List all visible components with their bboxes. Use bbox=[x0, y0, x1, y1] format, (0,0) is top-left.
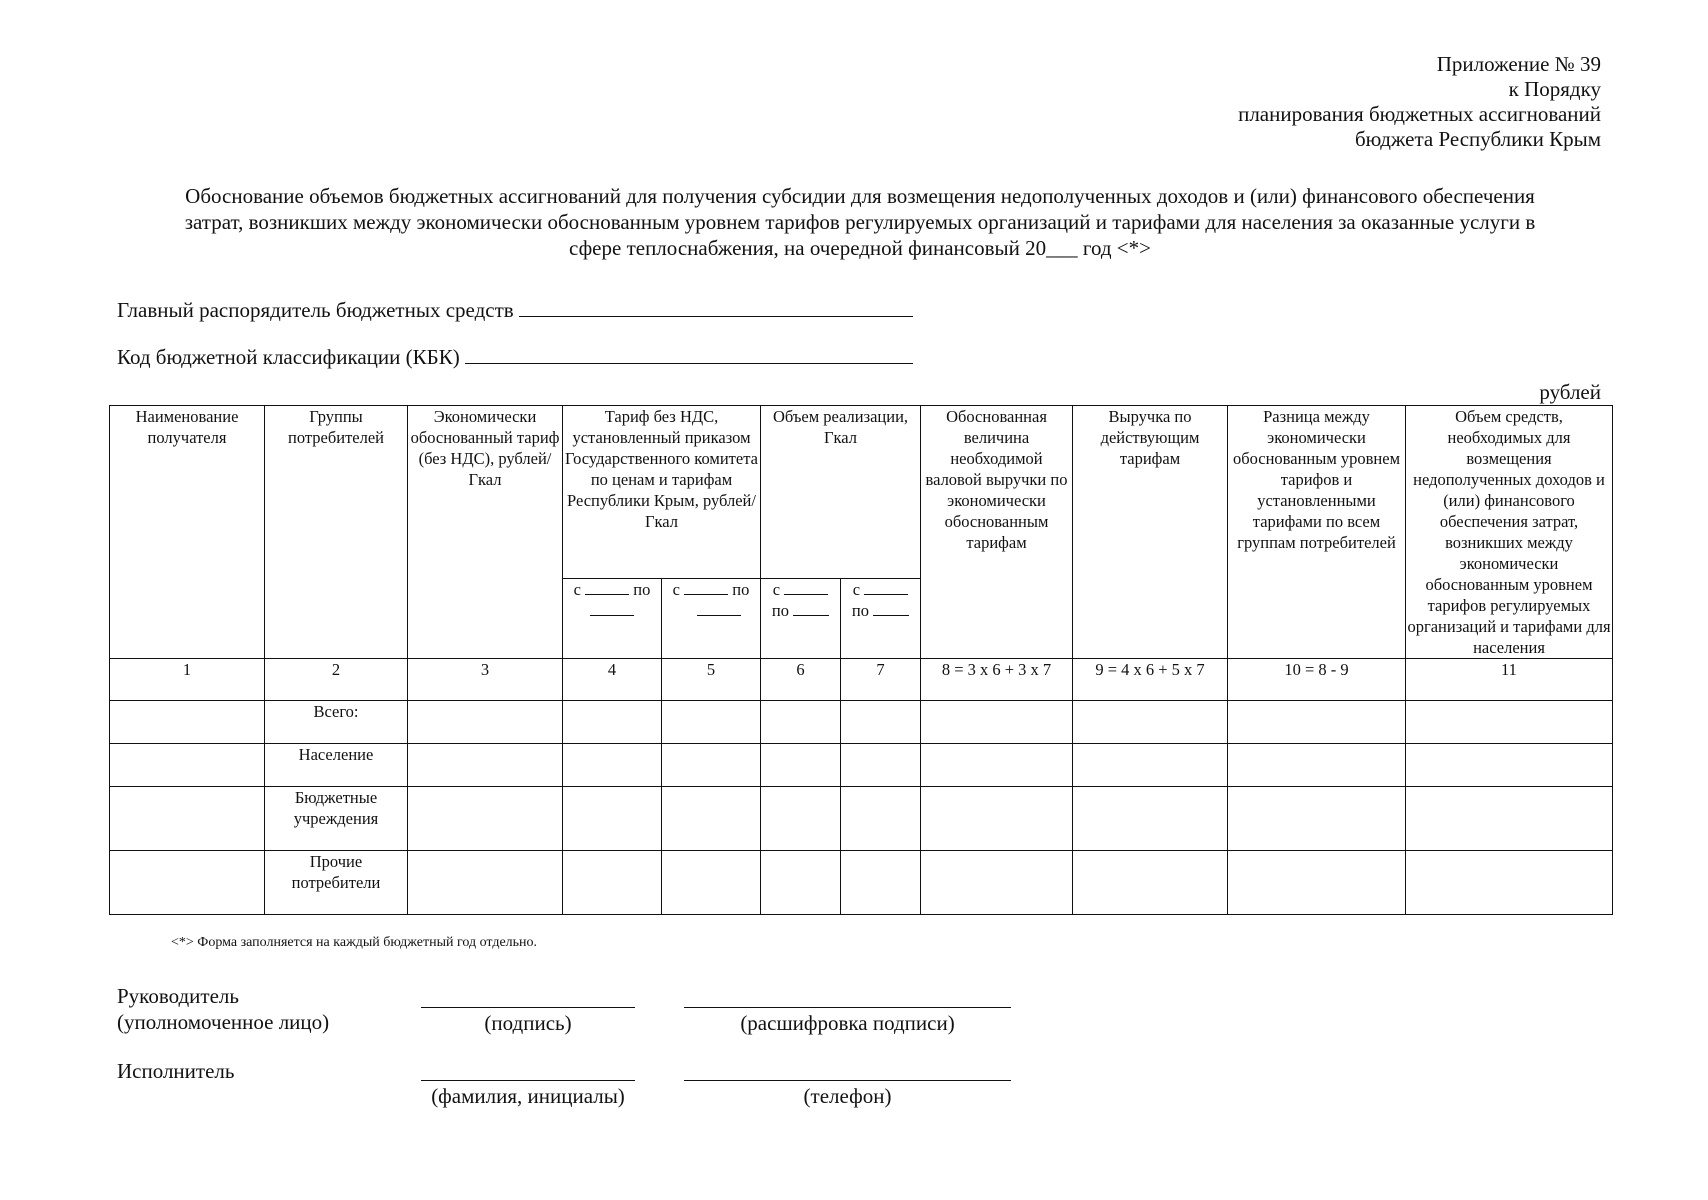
table-row-population bbox=[110, 744, 1613, 787]
decoding-caption: (расшифровка подписи) bbox=[740, 1011, 955, 1035]
table-row-total bbox=[110, 701, 1613, 744]
data-cell[interactable] bbox=[761, 851, 841, 915]
data-cell[interactable] bbox=[841, 787, 921, 851]
phone-line[interactable] bbox=[684, 1080, 1011, 1081]
data-cell[interactable] bbox=[662, 701, 761, 744]
data-cell[interactable] bbox=[563, 787, 662, 851]
main-manager-blank[interactable] bbox=[519, 298, 913, 317]
data-cell[interactable] bbox=[408, 744, 563, 787]
data-cell[interactable] bbox=[761, 787, 841, 851]
group-other-consumers-label: Прочие потребители bbox=[265, 851, 408, 915]
appendix-planning: планирования бюджетных ассигнований bbox=[1238, 102, 1601, 126]
data-cell[interactable] bbox=[1406, 787, 1613, 851]
title-line-3: сфере теплоснабжения, на очередной финансовый 20___ год <*> bbox=[569, 236, 1151, 260]
recipient-cell[interactable] bbox=[110, 851, 265, 915]
kbk-field bbox=[117, 345, 913, 370]
period-from-label: с bbox=[852, 580, 861, 600]
phone-caption: (телефон) bbox=[803, 1084, 892, 1108]
signature-line[interactable] bbox=[421, 1007, 635, 1008]
recipient-cell[interactable] bbox=[110, 701, 265, 744]
group-total-label: Всего: bbox=[265, 701, 408, 744]
header-recipient-name: Наименование получателя bbox=[110, 406, 265, 659]
kbk-blank[interactable] bbox=[465, 345, 913, 364]
header-consumer-groups: Группы потребителей bbox=[265, 406, 408, 659]
budget-table bbox=[109, 405, 1613, 915]
column-number: 1 bbox=[110, 659, 265, 701]
decoding-line[interactable] bbox=[684, 1007, 1011, 1008]
data-cell[interactable] bbox=[1228, 851, 1406, 915]
appendix-to-order: к Порядку bbox=[1508, 77, 1601, 101]
column-number: 10 = 8 - 9 bbox=[1228, 659, 1406, 701]
period-from-blank[interactable] bbox=[864, 580, 908, 595]
period-to-blank[interactable] bbox=[697, 601, 741, 616]
period-cell-4[interactable] bbox=[563, 579, 662, 659]
column-number: 7 bbox=[841, 659, 921, 701]
column-number-row bbox=[110, 659, 1613, 701]
header-current-revenue: Выручка по действующим тарифам bbox=[1073, 406, 1228, 659]
data-cell[interactable] bbox=[408, 701, 563, 744]
data-cell[interactable] bbox=[841, 851, 921, 915]
header-justified-revenue: Обоснованная величина необходимой валовой выручки по экономически обоснованным тарифам bbox=[921, 406, 1073, 659]
period-to-label: по bbox=[851, 601, 869, 621]
header-funds-volume: Объем средств, необходимых для возмещения недополученных доходов и (или) финансового обеспечения затрат, возникших между экономически обоснованным уровнем тарифов регулируемых организаций и тарифами для населения bbox=[1407, 407, 1611, 657]
period-cell-6[interactable] bbox=[761, 579, 841, 659]
main-manager-label: Главный распорядитель бюджетных средств bbox=[117, 298, 514, 322]
head-title: Руководитель bbox=[117, 984, 239, 1008]
data-cell[interactable] bbox=[1228, 744, 1406, 787]
data-cell[interactable] bbox=[1073, 851, 1228, 915]
recipient-cell[interactable] bbox=[110, 787, 265, 851]
data-cell[interactable] bbox=[408, 851, 563, 915]
header-tariff-difference: Разница между экономически обоснованным уровнем тарифов и установленными тарифами по всем группам потребителей bbox=[1228, 406, 1406, 659]
period-to-blank[interactable] bbox=[590, 601, 634, 616]
period-cell-5[interactable] bbox=[662, 579, 761, 659]
main-manager-field bbox=[117, 298, 913, 323]
table-row-other-consumers bbox=[110, 851, 1613, 915]
period-to-blank[interactable] bbox=[873, 601, 909, 616]
data-cell[interactable] bbox=[1406, 851, 1613, 915]
data-cell[interactable] bbox=[1073, 701, 1228, 744]
period-from-label: с bbox=[772, 580, 781, 600]
header-set-tariff: Тариф без НДС, установленный приказом Государственного комитета по ценам и тарифам Республики Крым, рублей/Гкал bbox=[563, 406, 761, 579]
data-cell[interactable] bbox=[662, 851, 761, 915]
footnote: <*> Форма заполняется на каждый бюджетный год отдельно. bbox=[171, 935, 538, 950]
kbk-label: Код бюджетной классификации (КБК) bbox=[117, 345, 460, 369]
period-cell-7[interactable] bbox=[841, 579, 921, 659]
data-cell[interactable] bbox=[408, 787, 563, 851]
data-cell[interactable] bbox=[563, 851, 662, 915]
name-initials-caption: (фамилия, инициалы) bbox=[431, 1084, 625, 1108]
column-number: 6 bbox=[761, 659, 841, 701]
data-cell[interactable] bbox=[841, 701, 921, 744]
data-cell[interactable] bbox=[921, 851, 1073, 915]
header-row-1 bbox=[110, 406, 1613, 579]
title-line-1: Обоснование объемов бюджетных ассигнований для получения субсидии для возмещения недополученных доходов и (или) финансового обеспечения bbox=[185, 184, 1535, 208]
column-number: 5 bbox=[662, 659, 761, 701]
group-population-label: Население bbox=[265, 744, 408, 787]
column-number: 2 bbox=[265, 659, 408, 701]
data-cell[interactable] bbox=[1406, 744, 1613, 787]
head-authorized: (уполномоченное лицо) bbox=[117, 1010, 330, 1034]
title-line-2: затрат, возникших между экономически обоснованным уровнем тарифов регулируемых организаций и тарифами для населения за оказанные услуги в bbox=[184, 210, 1536, 234]
period-from-label: с bbox=[672, 580, 680, 600]
appendix-header bbox=[1238, 52, 1601, 152]
column-number: 8 = 3 x 6 + 3 x 7 bbox=[921, 659, 1073, 701]
group-budget-institutions-label: Бюджетные учреждения bbox=[265, 787, 408, 851]
data-cell[interactable] bbox=[1228, 701, 1406, 744]
data-cell[interactable] bbox=[761, 701, 841, 744]
column-number: 3 bbox=[408, 659, 563, 701]
data-cell[interactable] bbox=[1406, 701, 1613, 744]
data-cell[interactable] bbox=[921, 787, 1073, 851]
data-cell[interactable] bbox=[563, 701, 662, 744]
appendix-budget: бюджета Республики Крым bbox=[1354, 127, 1601, 151]
period-from-blank[interactable] bbox=[585, 580, 629, 595]
data-cell[interactable] bbox=[563, 744, 662, 787]
period-to-label: по bbox=[771, 601, 789, 621]
column-number: 4 bbox=[563, 659, 662, 701]
units-label: рублей bbox=[1539, 380, 1601, 404]
data-cell[interactable] bbox=[921, 744, 1073, 787]
data-cell[interactable] bbox=[1073, 744, 1228, 787]
document-title bbox=[120, 183, 1600, 261]
executor-label: Исполнитель bbox=[117, 1059, 235, 1083]
column-number: 11 bbox=[1406, 659, 1613, 701]
data-cell[interactable] bbox=[662, 744, 761, 787]
data-cell[interactable] bbox=[761, 744, 841, 787]
period-from-blank[interactable] bbox=[684, 580, 728, 595]
data-cell[interactable] bbox=[841, 744, 921, 787]
appendix-number: Приложение № 39 bbox=[1436, 52, 1601, 76]
head-label bbox=[117, 983, 329, 1035]
data-cell[interactable] bbox=[1228, 787, 1406, 851]
header-economic-tariff: Экономически обоснованный тариф (без НДС), рублей/Гкал bbox=[408, 406, 563, 659]
data-cell[interactable] bbox=[1073, 787, 1228, 851]
period-to-label: по bbox=[633, 580, 651, 600]
period-to-label: по bbox=[732, 580, 750, 600]
data-cell[interactable] bbox=[662, 787, 761, 851]
data-cell[interactable] bbox=[921, 701, 1073, 744]
period-from-label: с bbox=[573, 580, 581, 600]
column-number: 9 = 4 x 6 + 5 x 7 bbox=[1073, 659, 1228, 701]
name-initials-line[interactable] bbox=[421, 1080, 635, 1081]
header-sales-volume: Объем реализации, Гкал bbox=[761, 406, 921, 579]
period-from-blank[interactable] bbox=[784, 580, 828, 595]
period-to-blank[interactable] bbox=[793, 601, 829, 616]
recipient-cell[interactable] bbox=[110, 744, 265, 787]
table-row-budget-institutions bbox=[110, 787, 1613, 851]
signature-caption: (подпись) bbox=[484, 1011, 572, 1035]
